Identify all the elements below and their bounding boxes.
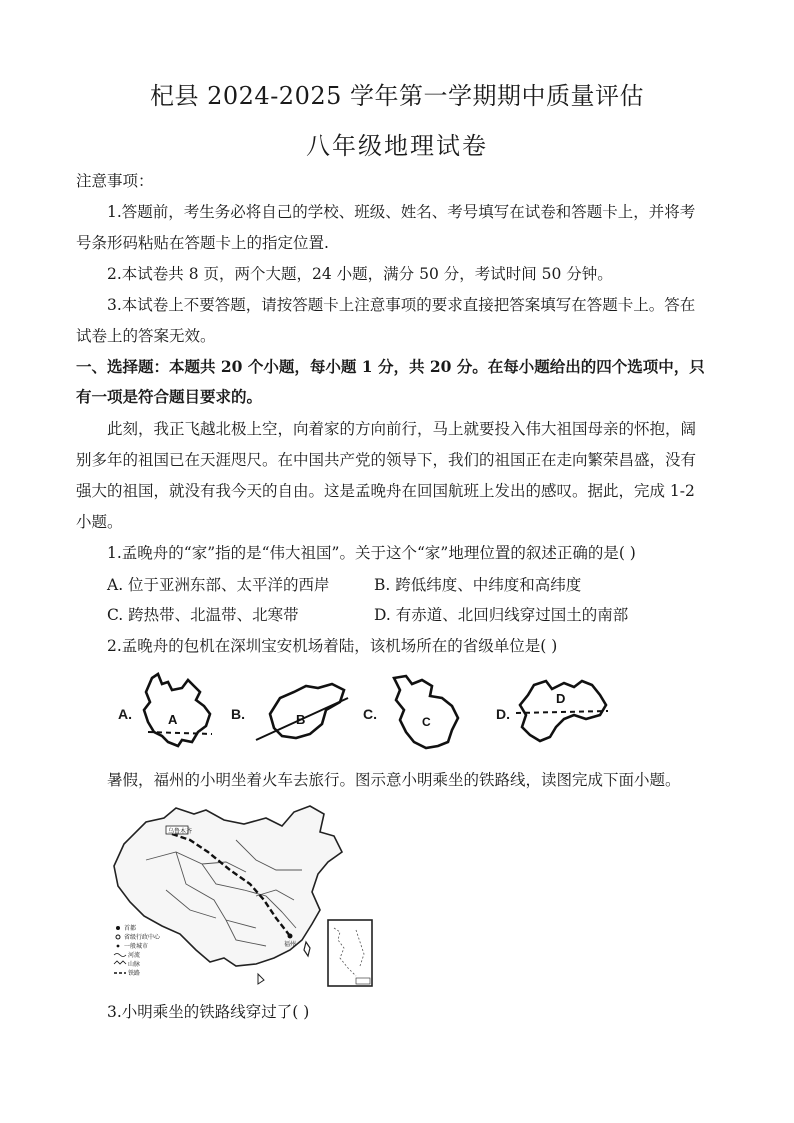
province-b-letter: B	[296, 712, 306, 727]
hainan-outline	[258, 974, 264, 984]
passage-1-line-2: 别多年的祖国已在天涯咫尺。在中国共产党的领导下，我们的祖国正在走向繁荣昌盛，没有	[76, 451, 697, 469]
question-2-option-c-label[interactable]: C.	[363, 706, 377, 722]
question-2-option-a-label[interactable]: A.	[118, 706, 132, 722]
note-1-line-1: 1.答题前，考生务必将自己的学校、班级、姓名、考号填写在试卷和答题卡上，并将考	[107, 203, 696, 221]
legend-city: 一般城市	[124, 944, 149, 950]
exam-title: 杞县 2024-2025 学年第一学期期中质量评估	[149, 82, 645, 110]
passage-1-line-4: 小题。	[76, 513, 123, 531]
question-2-option-d-label[interactable]: D.	[496, 706, 510, 722]
passage-2-line-1: 暑假，福州的小明坐着火车去旅行。图示意小明乘坐的铁路线，读图完成下面小题。	[107, 771, 681, 789]
note-3-line-1: 3.本试卷上不要答题，请按答题卡上注意事项的要求直接把答案填写在答题卡上。答在	[107, 296, 696, 314]
question-1-stem: 1.孟晚舟的“家”指的是“伟大祖国”。关于这个“家”地理位置的叙述正确的是( )	[107, 544, 636, 562]
taiwan-outline	[304, 942, 310, 956]
legend-river: 河流	[128, 953, 141, 959]
city-label-start: 福州	[284, 942, 297, 948]
question-1-option-b[interactable]: B. 跨低纬度、中纬度和高纬度	[374, 576, 582, 594]
question-2-stem: 2.孟晚舟的包机在深圳宝安机场着陆，该机场所在的省级单位是( )	[107, 637, 558, 655]
south-china-sea-inset	[326, 918, 376, 990]
fuzhou-marker	[288, 934, 293, 939]
passage-1-line-3: 强大的祖国，就没有我今天的自由。这是孟晚舟在回国航班上发出的感叹。据此，完成 1-2	[76, 482, 695, 500]
section-1-heading-line-1: 一、选择题：本题共 20 个小题，每小题 1 分，共 20 分。在每小题给出的四个选项中，只	[76, 357, 705, 376]
legend-capital: 首都	[124, 926, 137, 932]
province-a-outline-icon[interactable]	[138, 670, 218, 750]
province-c-outline-icon[interactable]	[386, 672, 466, 752]
province-c-letter: C	[422, 715, 431, 729]
note-2: 2.本试卷共 8 页，两个大题，24 小题，满分 50 分，考试时间 50 分钟。	[107, 265, 613, 283]
legend-provincial-center: 省级行政中心	[124, 935, 161, 941]
province-a-letter: A	[168, 712, 178, 727]
passage-1-line-1: 此刻，我正飞越北极上空，向着家的方向前行，马上就要投入伟大祖国母亲的怀抱，阔	[107, 420, 697, 438]
map-legend	[114, 924, 161, 977]
question-1-option-d[interactable]: D. 有赤道、北回归线穿过国土的南部	[374, 606, 629, 624]
province-b-outline-icon[interactable]	[252, 680, 352, 742]
question-1-option-a[interactable]: A. 位于亚洲东部、太平洋的西岸	[107, 576, 330, 594]
exam-subtitle: 八年级地理试卷	[306, 132, 488, 160]
china-outline	[114, 806, 342, 966]
province-d-letter: D	[556, 691, 566, 706]
legend-railway: 铁路	[128, 971, 141, 977]
city-label-end: 乌鲁木齐	[168, 829, 193, 835]
province-d-outline-icon[interactable]	[512, 675, 612, 747]
note-3-line-2: 试卷上的答案无效。	[76, 327, 216, 345]
section-1-heading-line-2: 有一项是符合题目要求的。	[76, 387, 263, 406]
note-1-line-2: 号条形码粘贴在答题卡上的指定位置.	[76, 234, 329, 252]
question-1-option-c[interactable]: C. 跨热带、北温带、北寒带	[107, 606, 299, 624]
notes-heading: 注意事项：	[76, 172, 154, 190]
question-3-stem: 3.小明乘坐的铁路线穿过了( )	[107, 1003, 310, 1021]
question-2-option-b-label[interactable]: B.	[231, 706, 245, 722]
legend-mountain: 山脉	[128, 962, 141, 968]
